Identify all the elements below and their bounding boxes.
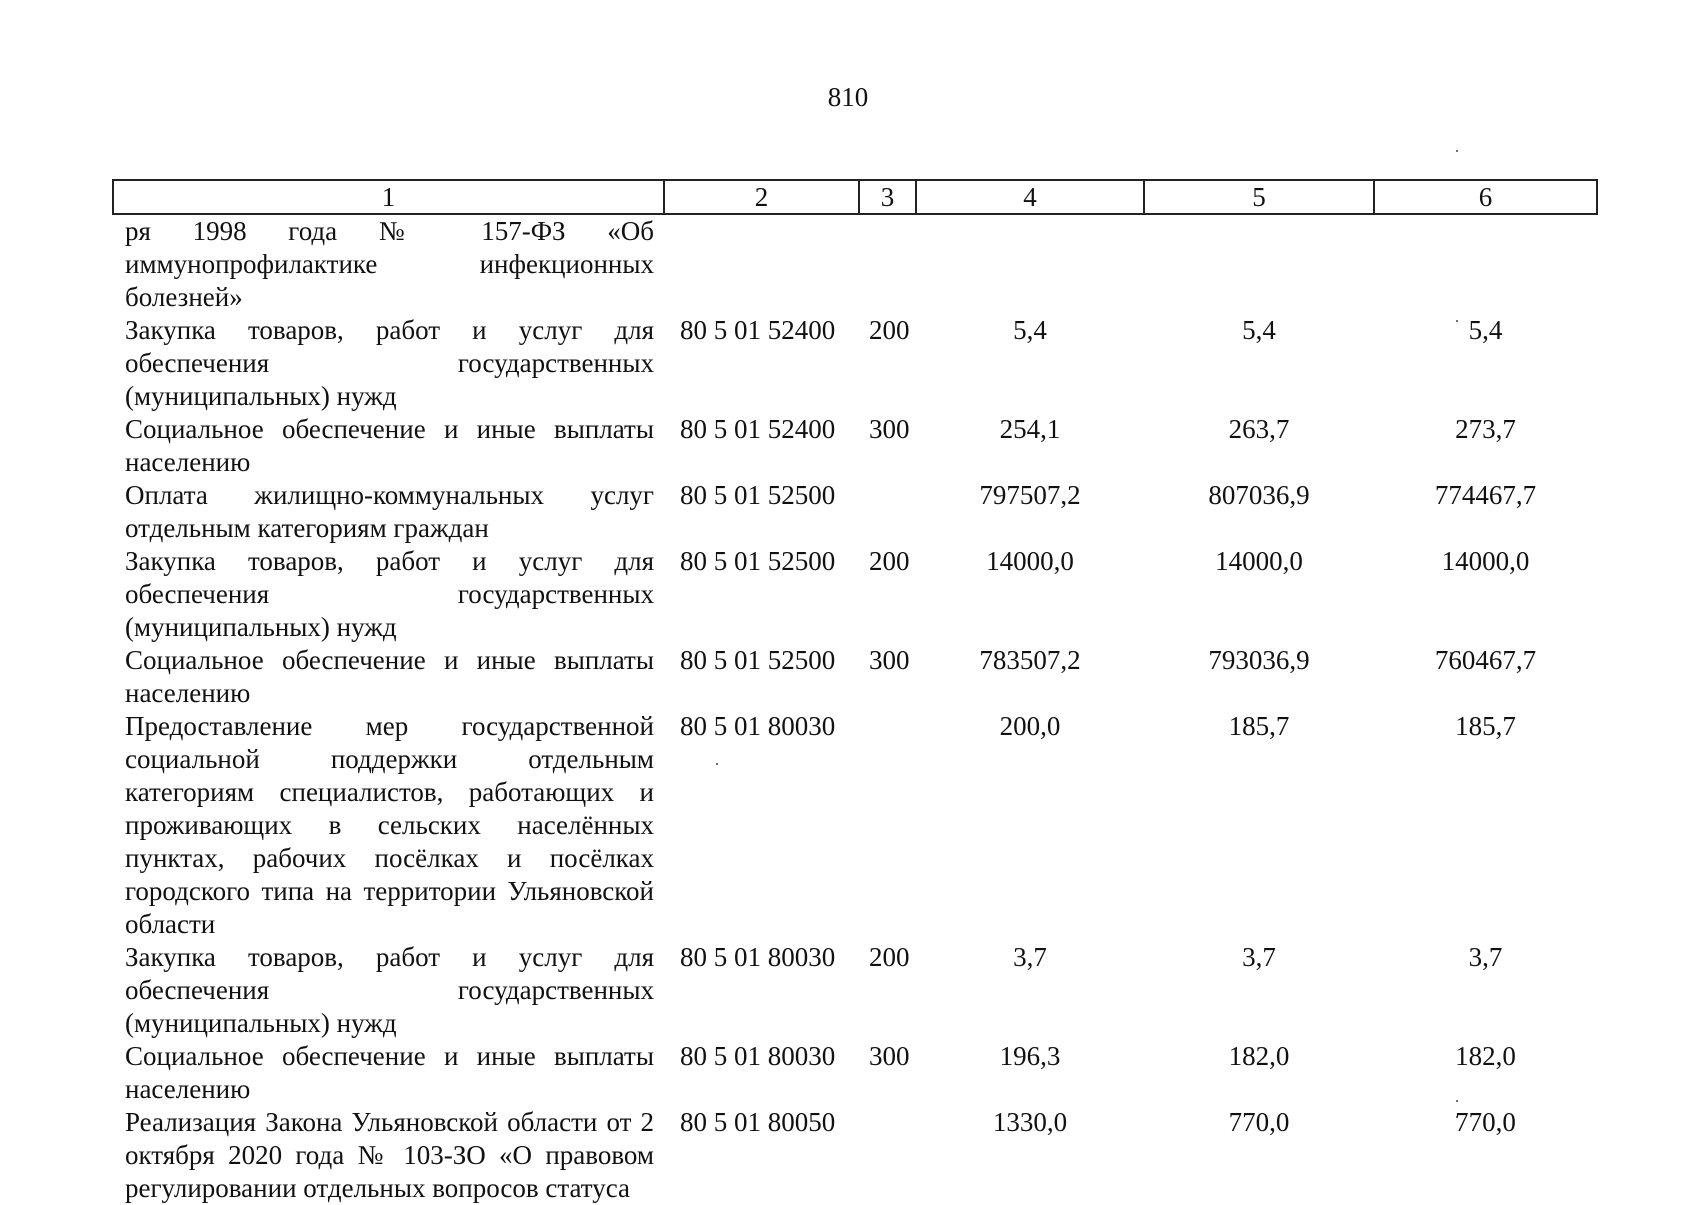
row-value-4: 196,3 xyxy=(999,1041,1061,1071)
row-value-4: 14000,0 xyxy=(986,546,1074,576)
row-value-4: 783507,2 xyxy=(979,645,1081,675)
row-code: 80 5 01 52500 xyxy=(680,480,836,510)
row-code xyxy=(664,214,859,314)
row-type xyxy=(859,479,916,545)
column-header: 3 xyxy=(859,180,916,214)
row-description: Закупка товаров, работ и услуг для обеспечения государственных (муниципальных) нужд xyxy=(125,942,654,1038)
row-value-5: 5,4 xyxy=(1242,315,1276,345)
table-row xyxy=(113,941,1597,1040)
row-type: 300 xyxy=(869,414,910,444)
row-type: 200 xyxy=(869,546,910,576)
row-type: 200 xyxy=(869,315,910,345)
table-row xyxy=(113,214,1597,314)
row-type: 300 xyxy=(869,1041,910,1071)
row-description: Социальное обеспечение и иные выплаты населению xyxy=(125,1041,654,1104)
row-value-6: 14000,0 xyxy=(1441,546,1530,576)
row-value-4: 1330,0 xyxy=(992,1107,1068,1137)
table-row xyxy=(113,1040,1597,1106)
row-value-5 xyxy=(1144,214,1374,314)
row-value-6: 182,0 xyxy=(1455,1041,1516,1071)
row-value-5: 263,7 xyxy=(1228,414,1290,444)
row-type xyxy=(859,710,916,941)
row-code: 80 5 01 52500 xyxy=(680,645,836,675)
row-value-6: 185,7 xyxy=(1455,711,1516,741)
row-value-5: 770,0 xyxy=(1228,1107,1290,1137)
table-row xyxy=(113,479,1597,545)
table-row xyxy=(113,413,1597,479)
row-value-4: 5,4 xyxy=(1013,315,1047,345)
row-value-6 xyxy=(1374,214,1597,314)
row-value-4 xyxy=(916,214,1144,314)
table-header-row xyxy=(113,180,1597,214)
row-value-5: 793036,9 xyxy=(1208,645,1310,675)
table-row xyxy=(113,1106,1597,1205)
row-code: 80 5 01 80050 xyxy=(680,1107,836,1137)
row-value-4: 797507,2 xyxy=(979,480,1081,510)
row-value-4: 200,0 xyxy=(999,711,1061,741)
row-value-5: 3,7 xyxy=(1242,942,1276,972)
column-header: 4 xyxy=(916,180,1144,214)
row-description: Социальное обеспечение и иные выплаты населению xyxy=(125,645,654,708)
table-row xyxy=(113,545,1597,644)
row-type: 200 xyxy=(869,942,910,972)
budget-table xyxy=(112,179,1598,1205)
row-description: Предоставление мер государственной социальной поддержки отдельным категориям специалистов, работающих и проживающих в сельских населённых пунктах, рабочих посёлках и посёлках городского типа на территории Ульяновской области xyxy=(125,711,654,939)
scan-speck xyxy=(1456,150,1458,152)
row-description: Реализация Закона Ульяновской области от 2 октября 2020 года № 103-ЗО «О правовом регулировании отдельных вопросов статуса xyxy=(125,1107,654,1203)
row-type xyxy=(859,214,916,314)
row-value-5: 807036,9 xyxy=(1208,480,1310,510)
row-code: 80 5 01 52500 xyxy=(680,546,836,576)
row-value-6: 760467,7 xyxy=(1434,645,1537,675)
row-code: 80 5 01 80030 xyxy=(680,942,836,972)
row-type: 300 xyxy=(869,645,910,675)
row-description: Закупка товаров, работ и услуг для обеспечения государственных (муниципальных) нужд xyxy=(125,546,654,642)
column-header: 5 xyxy=(1144,180,1374,214)
row-code: 80 5 01 80030 xyxy=(680,1041,836,1071)
row-description: ря 1998 года № 157-ФЗ «Об иммунопрофилактике инфекционных болезней» xyxy=(125,216,654,312)
row-type xyxy=(859,1106,916,1205)
table-row xyxy=(113,314,1597,413)
column-header: 1 xyxy=(113,180,664,214)
row-value-6: 3,7 xyxy=(1468,942,1503,972)
row-description: Оплата жилищно-коммунальных услуг отдельным категориям граждан xyxy=(125,480,654,543)
row-value-5: 185,7 xyxy=(1228,711,1290,741)
row-value-5: 182,0 xyxy=(1228,1041,1290,1071)
row-description: Закупка товаров, работ и услуг для обеспечения государственных (муниципальных) нужд xyxy=(125,315,654,411)
row-value-6: 273,7 xyxy=(1455,414,1516,444)
column-header: 2 xyxy=(664,180,859,214)
row-value-6: 774467,7 xyxy=(1434,480,1537,510)
row-value-6: 5,4 xyxy=(1468,315,1503,345)
row-value-6: 770,0 xyxy=(1455,1107,1516,1137)
row-description: Социальное обеспечение и иные выплаты населению xyxy=(125,414,654,477)
row-code: 80 5 01 80030 xyxy=(680,711,836,741)
row-code: 80 5 01 52400 xyxy=(680,414,836,444)
column-header: 6 xyxy=(1374,180,1597,214)
row-code: 80 5 01 52400 xyxy=(680,315,836,345)
table-row xyxy=(113,710,1597,941)
row-value-5: 14000,0 xyxy=(1215,546,1303,576)
row-value-4: 254,1 xyxy=(999,414,1061,444)
page-number: 810 xyxy=(827,82,869,112)
row-value-4: 3,7 xyxy=(1013,942,1047,972)
table-row xyxy=(113,644,1597,710)
